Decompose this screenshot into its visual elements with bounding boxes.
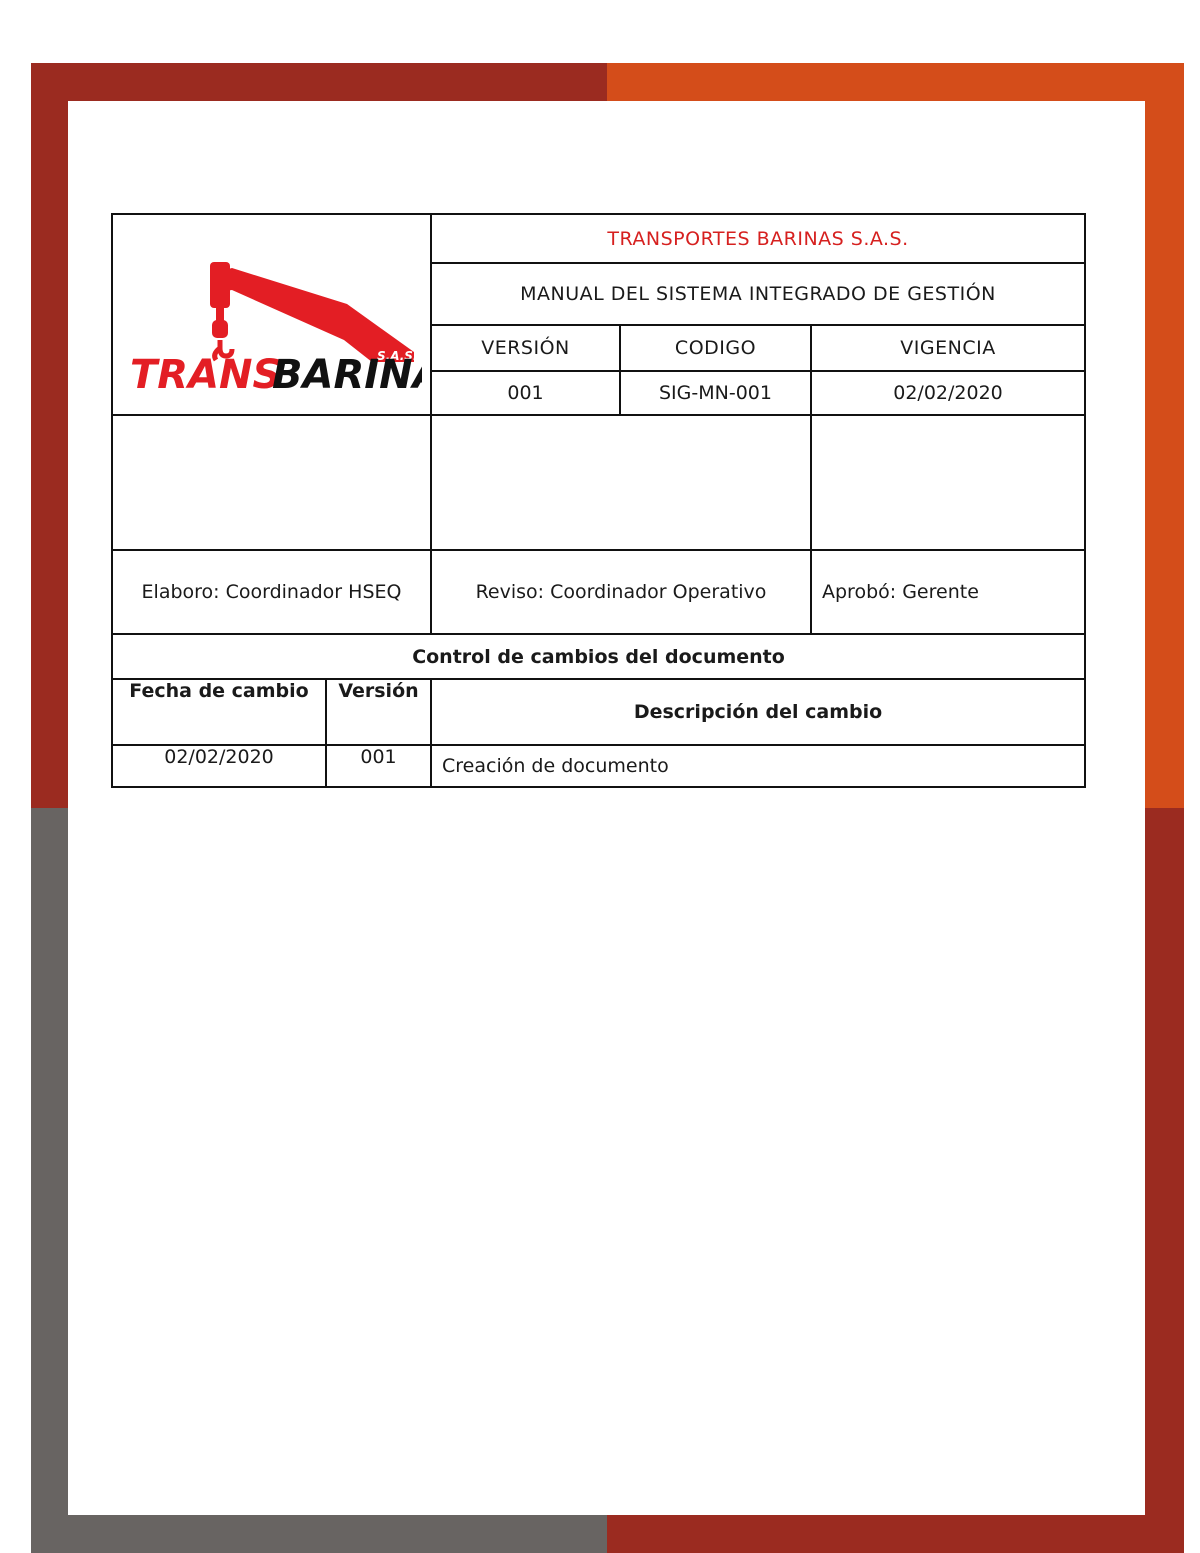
crane-head-icon — [210, 262, 230, 308]
aprobo-label: Aprobó: Gerente — [811, 550, 1085, 634]
change-description: Creación de documento — [431, 745, 1085, 787]
change-version: 001 — [326, 745, 431, 787]
signature-box-aprobo — [811, 415, 1085, 550]
company-name: TRANSPORTES BARINAS S.A.S. — [431, 214, 1085, 263]
changes-version-header: Versión — [326, 679, 431, 745]
changes-description-header: Descripción del cambio — [431, 679, 1085, 745]
validity-value: 02/02/2020 — [811, 371, 1085, 415]
changes-title: Control de cambios del documento — [112, 634, 1085, 679]
svg-text:S.A.S.: S.A.S. — [376, 349, 417, 363]
logo-cell — [112, 214, 431, 415]
document-control-table — [111, 213, 1086, 788]
validity-header: VIGENCIA — [811, 325, 1085, 371]
signature-box-reviso — [431, 415, 811, 550]
changes-date-header: Fecha de cambio — [112, 679, 326, 745]
code-header: CODIGO — [620, 325, 811, 371]
elaboro-label: Elaboro: Coordinador HSEQ — [112, 550, 431, 634]
manual-title: MANUAL DEL SISTEMA INTEGRADO DE GESTIÓN — [431, 263, 1085, 325]
reviso-label: Reviso: Coordinador Operativo — [431, 550, 811, 634]
version-header: VERSIÓN — [431, 325, 620, 371]
logo-wordmark-barinas: BARIN — [271, 352, 413, 392]
version-value: 001 — [431, 371, 620, 415]
signature-box-elaboro — [112, 415, 431, 550]
change-date: 02/02/2020 — [112, 745, 326, 787]
table-row — [112, 745, 1085, 787]
company-logo — [122, 232, 422, 392]
crane-arm-icon — [218, 268, 414, 362]
code-value: SIG-MN-001 — [620, 371, 811, 415]
logo-wordmark-trans: TRANS — [129, 352, 281, 392]
